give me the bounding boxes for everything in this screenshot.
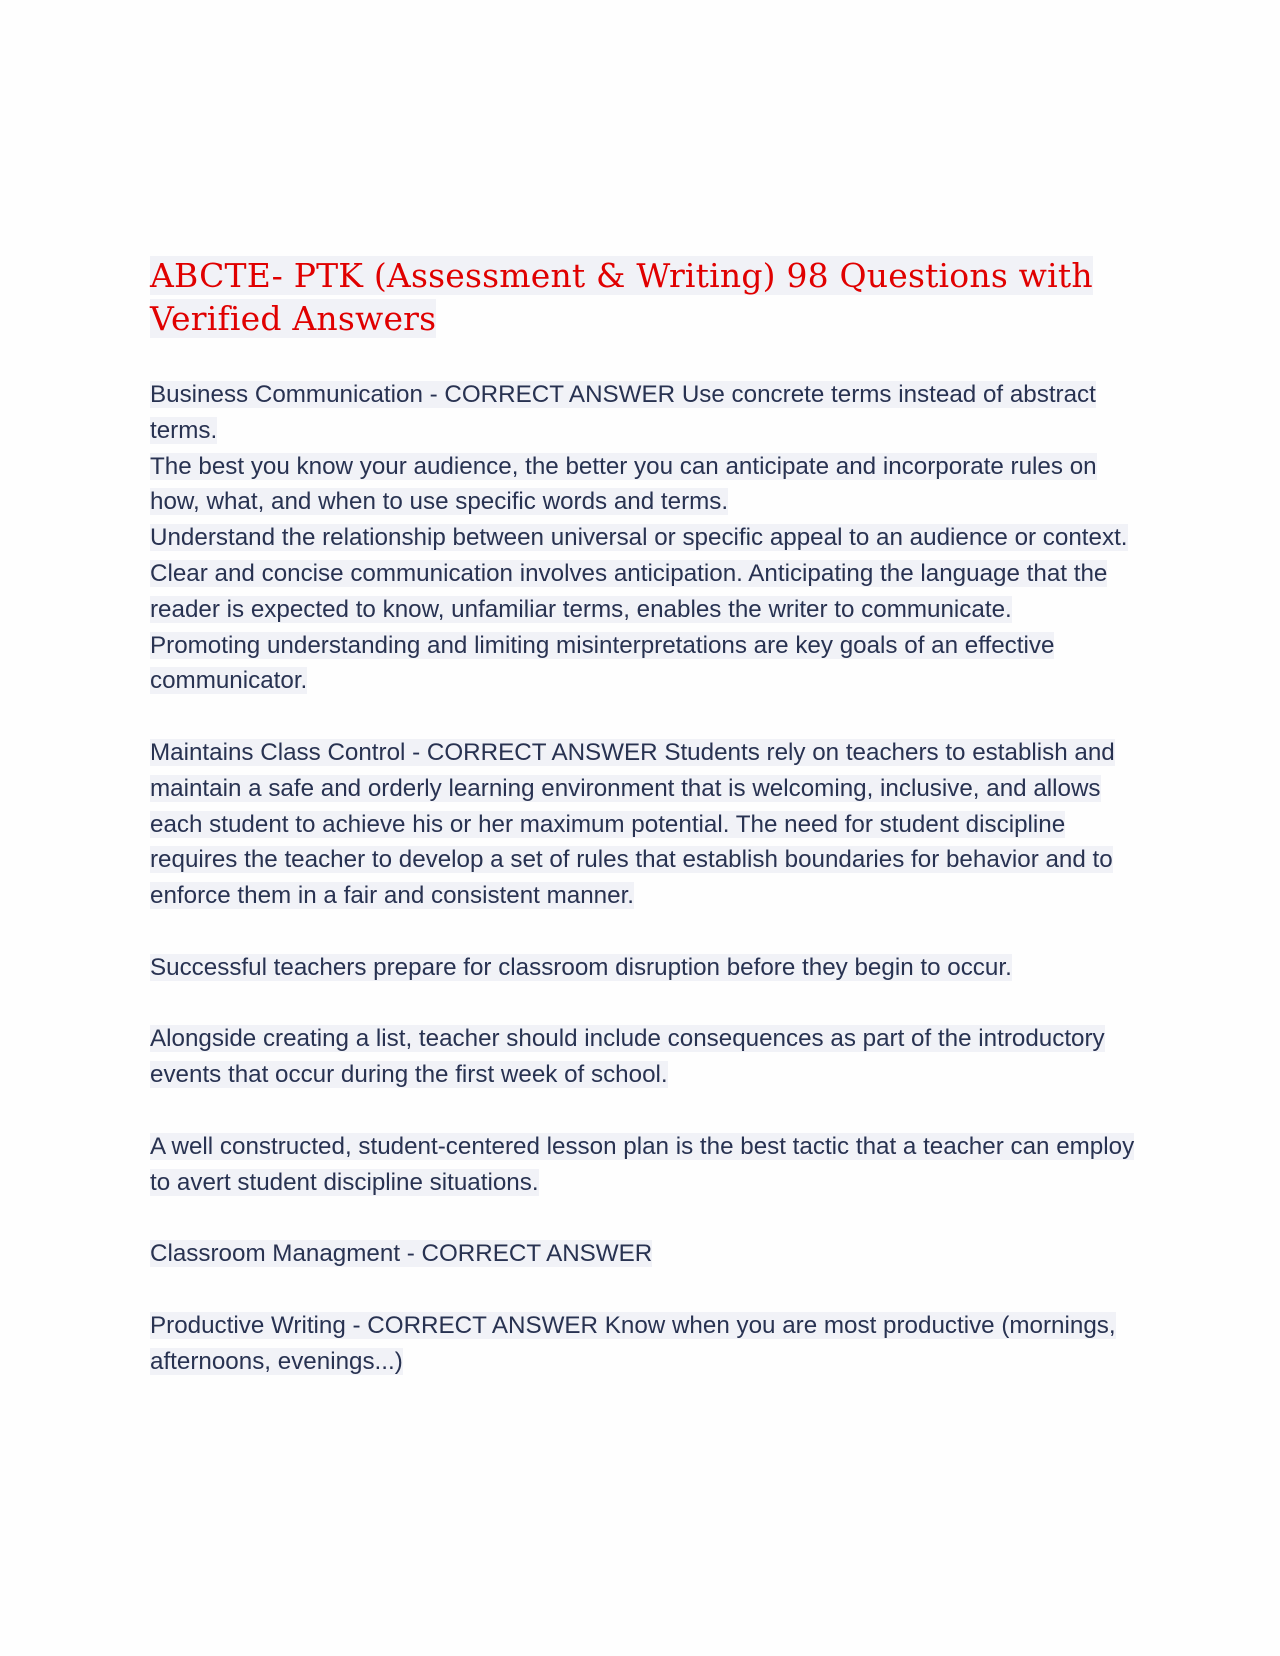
paragraph-alongside-list: Alongside creating a list, teacher should include consequences as part of the introductory events that occur during the first week of school. xyxy=(150,1025,1105,1089)
paragraph-universal-appeal: Understand the relationship between universal or specific appeal to an audience or context. xyxy=(150,524,1128,552)
paragraph-spacer xyxy=(150,1093,1140,1129)
paragraph-spacer xyxy=(150,986,1140,1022)
paragraph-spacer xyxy=(150,1272,1140,1308)
paragraph-business-communication: Business Communication - CORRECT ANSWER Use concrete terms instead of abstract terms. xyxy=(150,381,1096,444)
paragraph-know-audience: The best you know your audience, the better you can anticipate and incorporate rules on how, what, and when to use specific words and terms. xyxy=(150,452,1097,516)
title-line-1: ABCTE- PTK (Assessment & Writing) 98 Questions with xyxy=(150,256,1093,295)
document-body xyxy=(150,377,1140,1379)
paragraph-lesson-plan: A well constructed, student-centered lesson plan is the best tactic that a teacher can employ to avert student discipline situations. xyxy=(150,1132,1135,1196)
title-line-2: Verified Answers xyxy=(150,299,437,338)
paragraph-promoting-understanding: Promoting understanding and limiting misinterpretations are key goals of an effective communicator. xyxy=(150,631,1055,695)
paragraph-clear-concise: Clear and concise communication involves anticipation. Anticipating the language that the reader is expected to know, unfamiliar terms, enables the writer to communicate. xyxy=(150,559,1108,623)
paragraph-productive-writing: Productive Writing - CORRECT ANSWER Know when you are most productive (mornings, afternoons, evenings...) xyxy=(150,1311,1116,1375)
paragraph-spacer xyxy=(150,699,1140,735)
paragraph-spacer xyxy=(150,914,1140,950)
paragraph-spacer xyxy=(150,1200,1140,1236)
document-content xyxy=(150,254,1140,1379)
document-title xyxy=(150,254,1140,340)
paragraph-successful-teachers: Successful teachers prepare for classroom disruption before they begin to occur. xyxy=(150,953,1012,981)
paragraph-classroom-management: Classroom Managment - CORRECT ANSWER xyxy=(150,1240,653,1268)
paragraph-maintains-class-control: Maintains Class Control - CORRECT ANSWER Students rely on teachers to establish and maintain a safe and orderly learning environment that is welcoming, inclusive, and allows each student to achieve his or her maximum potential. The need for student discipline requires the teacher to develop a set of rules that establish boundaries for behavior and to enforce them in a fair and consistent manner. xyxy=(150,738,1115,910)
